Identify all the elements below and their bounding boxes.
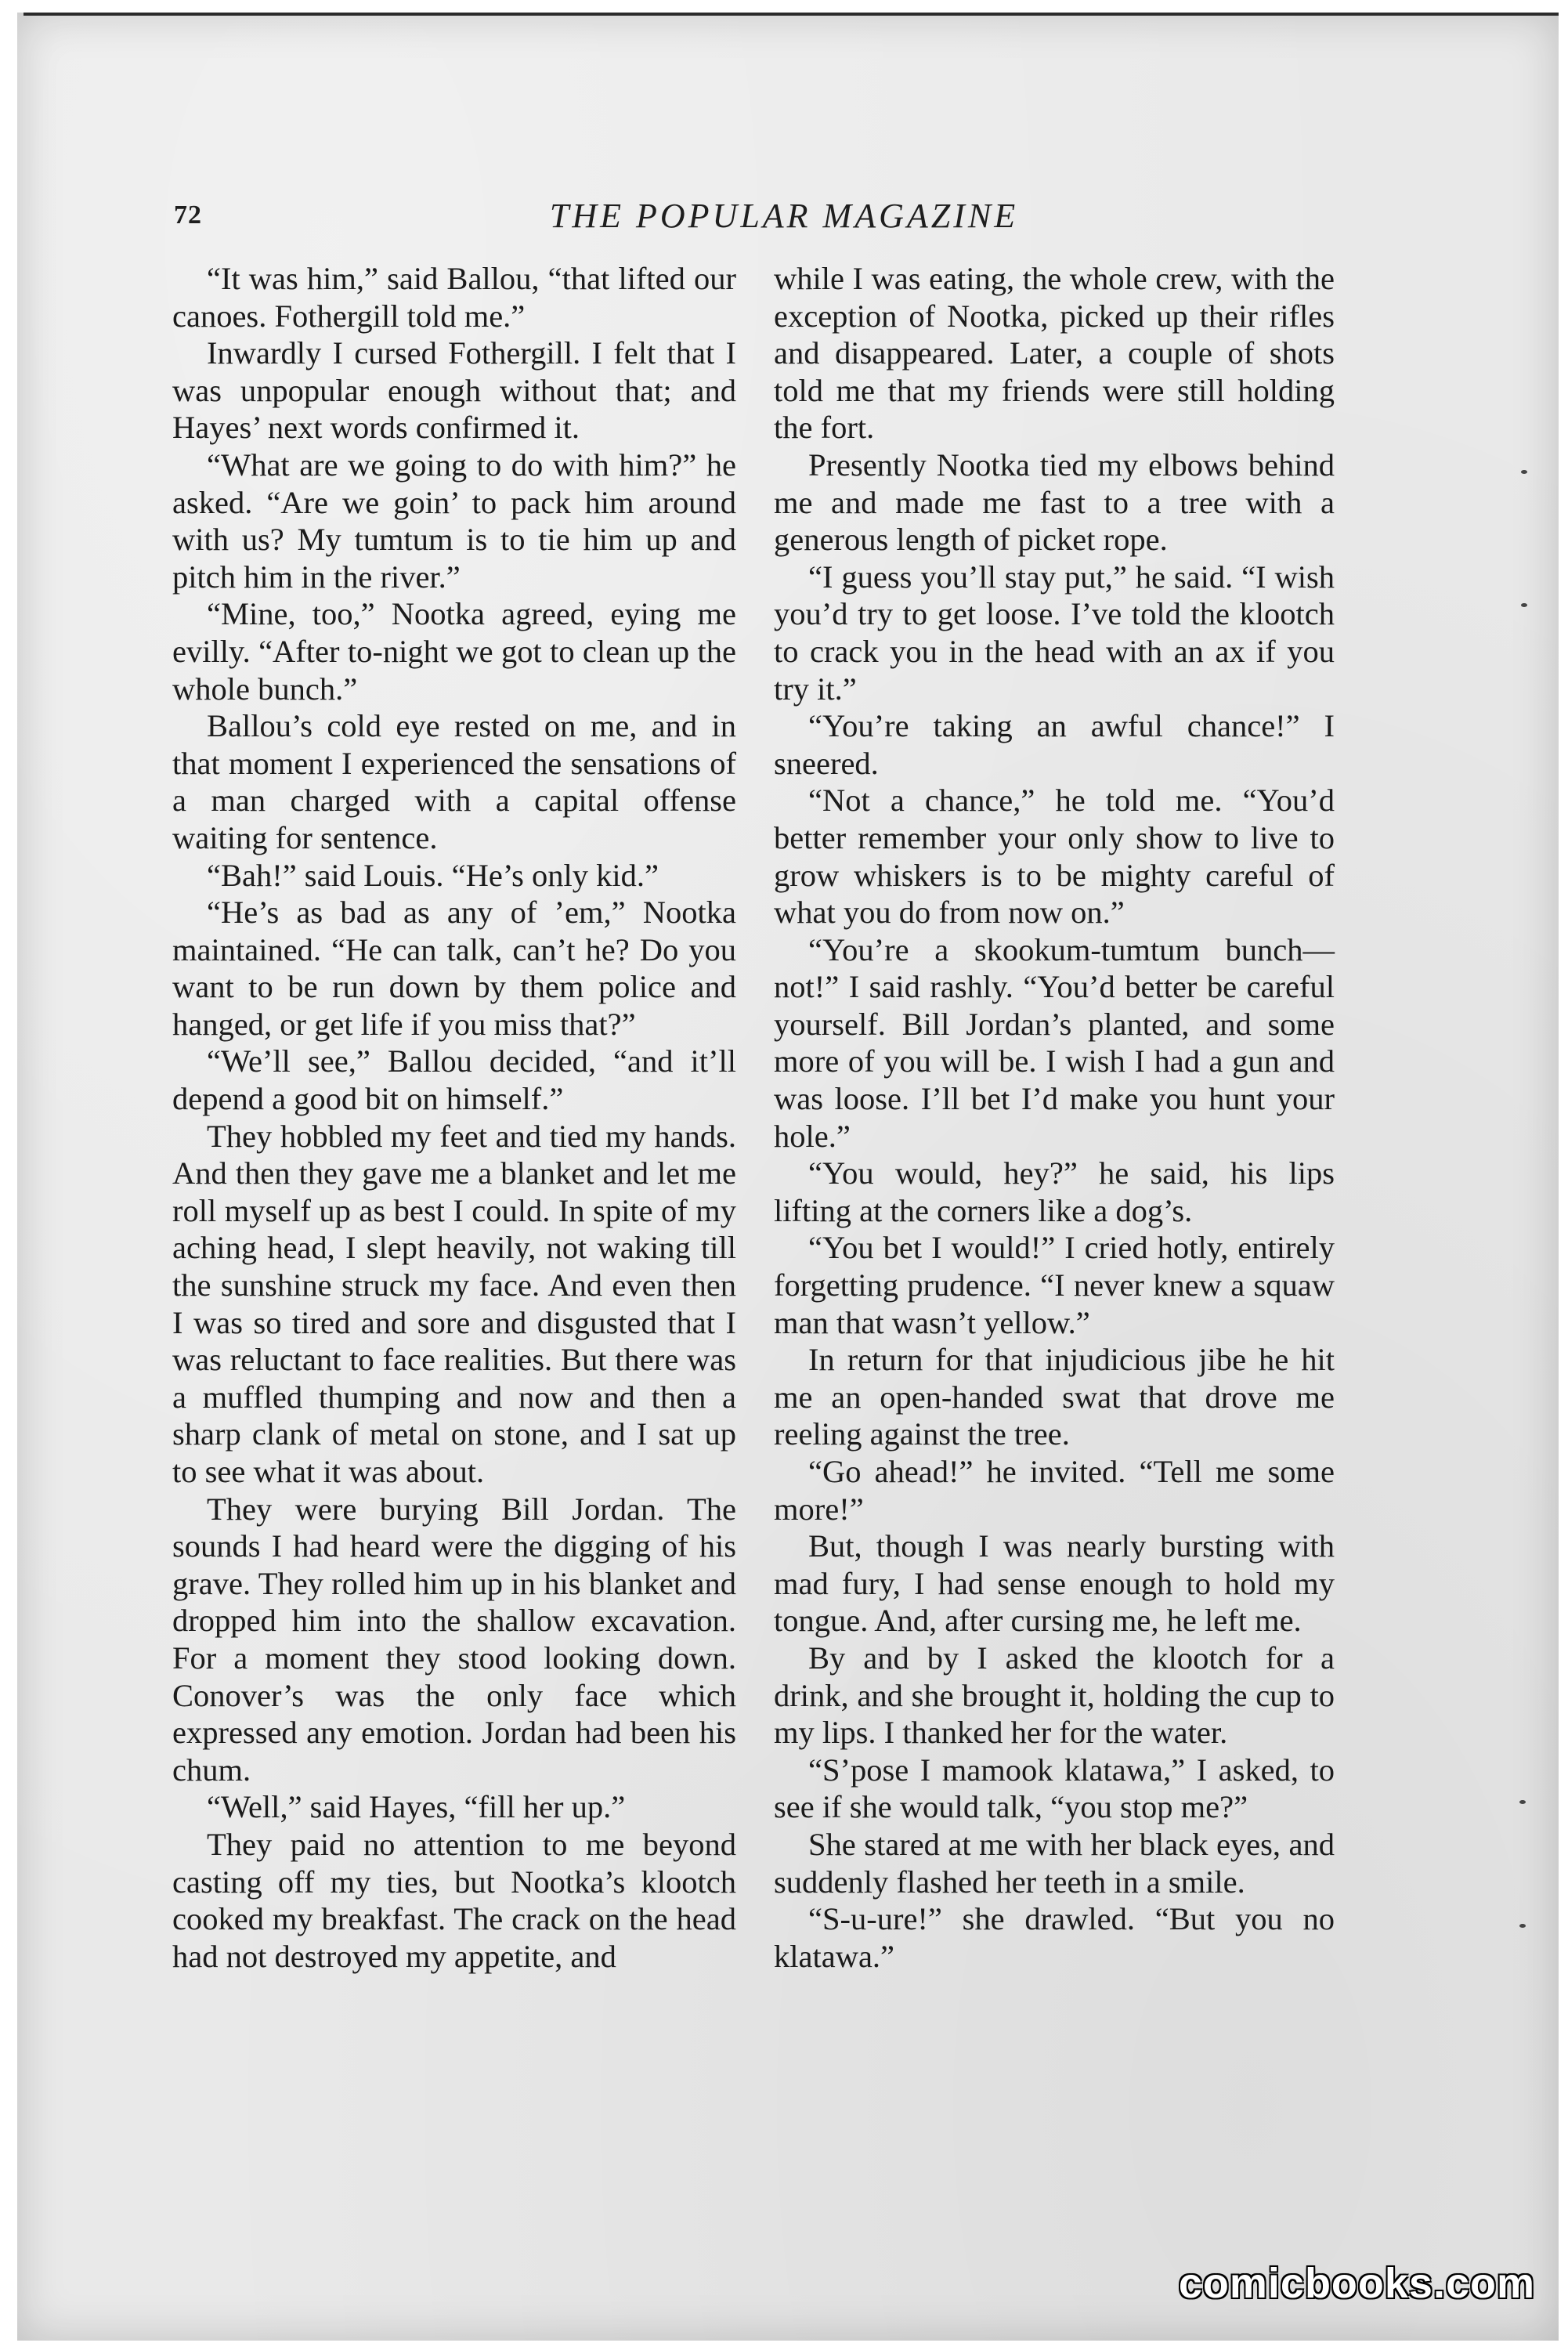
paragraph: “You’re taking an awful chance!” I sneered. — [774, 708, 1335, 781]
page-number: 72 — [174, 201, 202, 230]
paragraph: “You would, hey?” he said, his lips lifting at the corners like a dog’s. — [774, 1155, 1335, 1228]
paragraph: “We’ll see,” Ballou decided, “and it’ll depend a good bit on himself.” — [172, 1043, 736, 1117]
paper-speck — [1519, 1924, 1526, 1928]
paragraph: Presently Nootka tied my elbows behind me and made me fast to a tree with a generous length of picket rope. — [774, 446, 1335, 558]
paper-speck — [1521, 603, 1527, 607]
paragraph: “What are we going to do with him?” he asked. “Are we goin’ to pack him around with us? My tumtum is to tie him up and pitch him in the river.” — [172, 446, 736, 595]
paragraph: They hobbled my feet and tied my hands. And then they gave me a blanket and let me roll myself up as best I could. In spite of my aching head, I slept heavily, not waking till the sunshine struck my face. And even then I was so tired and sore and disgusted that I was reluctant to face realities. But there was a muffled thumping and now and then a sharp clank of metal on stone, and I sat up to see what it was about. — [172, 1118, 736, 1489]
left-text-column — [172, 260, 736, 1975]
paragraph: “Bah!” said Louis. “He’s only kid.” — [207, 857, 659, 893]
paragraph: “Well,” said Hayes, “fill her up.” — [207, 1789, 626, 1825]
paragraph: By and by I asked the klootch for a drink, and she brought it, holding the cup to my lips. I thanked her for the water. — [774, 1640, 1335, 1751]
paragraph: Ballou’s cold eye rested on me, and in that moment I experienced the sensations of a man charged with a capital offense waiting for sentence. — [172, 708, 736, 855]
paragraph: “You’re a skookum-tumtum bunch—not!” I said rashly. “You’d better be careful yourself. Bill Jordan’s planted, and some more of you will be. I wish I had a gun and was loose. I’ll bet I’d make you hunt your hole.” — [774, 931, 1335, 1154]
paragraph: “He’s as bad as any of ’em,” Nootka maintained. “He can talk, can’t he? Do you want to be run down by them police and hanged, or get life if you miss that?” — [172, 895, 736, 1042]
paragraph: “You bet I would!” I cried hotly, entirely forgetting prudence. “I never knew a squaw man that wasn’t yellow.” — [774, 1230, 1335, 1340]
paragraph: But, though I was nearly bursting with mad fury, I had sense enough to hold my tongue. And, after cursing me, he left me. — [774, 1528, 1335, 1639]
page-top-edge — [23, 13, 1559, 16]
paragraph-continued: while I was eating, the whole crew, with the exception of Nootka, picked up their rifles and disappeared. Later, a couple of shots told me that my friends were still holding the fort. — [774, 261, 1335, 446]
paragraph: “I guess you’ll stay put,” he said. “I wish you’d try to get loose. I’ve told the klootch to crack you in the head with an ax if you try it.” — [774, 559, 1335, 707]
paragraph: She stared at me with her black eyes, and suddenly flashed her teeth in a smile. — [774, 1826, 1335, 1900]
paragraph: “Not a chance,” he told me. “You’d better remember your only show to live to grow whiskers is to be mighty careful of what you do from now on.” — [774, 783, 1335, 931]
paragraph: “Mine, too,” Nootka agreed, eying me evilly. “After to-night we got to clean up the whole bunch.” — [172, 596, 736, 707]
running-head — [0, 196, 1568, 243]
paragraph: “S-u-ure!” she drawled. “But you no klatawa.” — [774, 1901, 1335, 1974]
paper-speck — [1519, 1800, 1526, 1804]
paragraph: They paid no attention to me beyond casting off my ties, but Nootka’s klootch cooked my breakfast. The crack on the head had not destroyed my appetite, and — [172, 1826, 736, 1974]
watermark-logo: comicbooks.com — [1178, 2260, 1535, 2307]
paper-speck — [1521, 470, 1527, 474]
paragraph: In return for that injudicious jibe he hit me an open-handed swat that drove me reeling against the tree. — [774, 1342, 1335, 1452]
paragraph: Inwardly I cursed Fothergill. I felt that I was unpopular enough without that; and Hayes’ next words confirmed it. — [172, 335, 736, 446]
right-text-column — [774, 260, 1335, 1975]
paragraph: They were burying Bill Jordan. The sounds I had heard were the digging of his grave. They rolled him up in his blanket and dropped him into the shallow excavation. For a moment they stood looking down. Conover’s was the only face which expressed any emotion. Jordan had been his chum. — [172, 1491, 736, 1788]
paragraph: “S’pose I mamook klatawa,” I asked, to see if she would talk, “you stop me?” — [774, 1752, 1335, 1825]
paragraph: “Go ahead!” he invited. “Tell me some more!” — [774, 1454, 1335, 1527]
magazine-title: THE POPULAR MAGAZINE — [549, 197, 1019, 235]
paragraph: “It was him,” said Ballou, “that lifted our canoes. Fothergill told me.” — [172, 261, 736, 334]
